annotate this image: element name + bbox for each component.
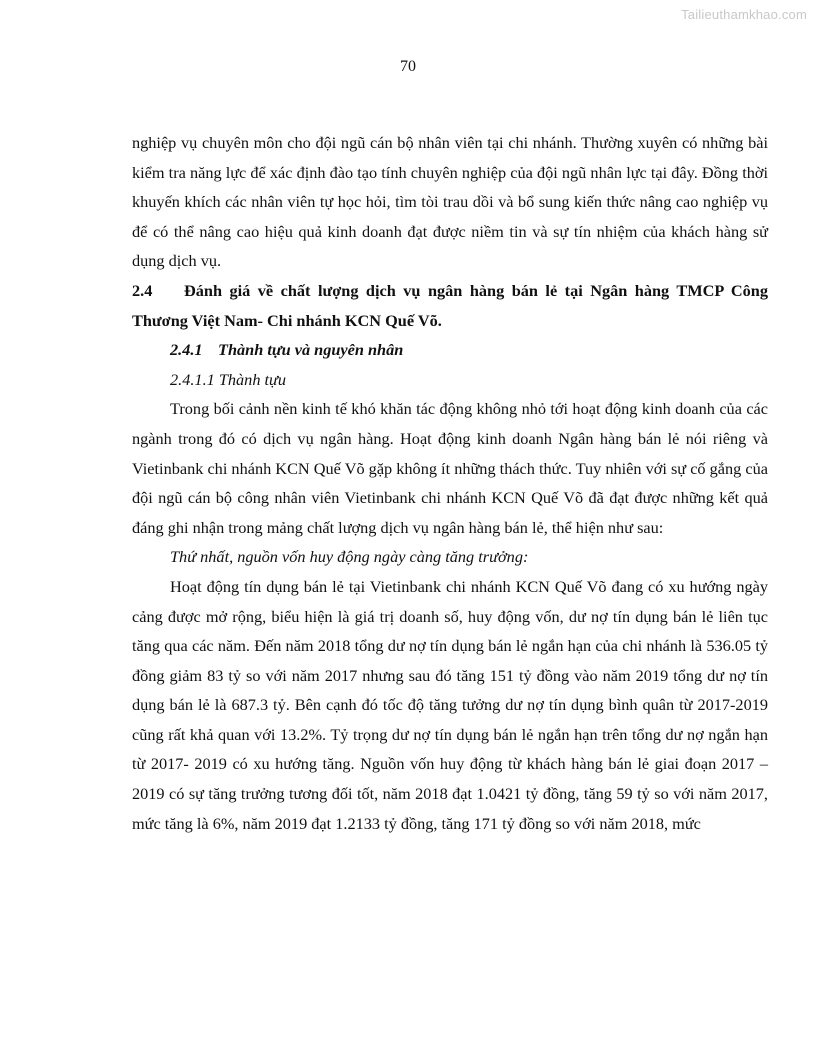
paragraph-continuation: nghiệp vụ chuyên môn cho đội ngũ cán bộ nhân viên tại chi nhánh. Thường xuyên có những bài kiểm tra năng lực để xác định đào tạo tính chuyên nghiệp của đội ngũ nhân lực tại đây. Đồng thời khuyến khích các nhân viên tự học hỏi, tìm tòi trau dồi và bổ sung kiến thức nâng cao nghiệp vụ để có thể nâng cao hiệu quả kinh doanh đạt được niềm tin và sự tín nhiệm của khách hàng sử dụng dịch vụ. <box>132 133 768 271</box>
subsubsection-heading-2-4-1-1: 2.4.1.1 Thành tựu <box>170 369 287 389</box>
section-heading-2-4 <box>132 276 768 335</box>
watermark: Tailieuthamkhao.com <box>681 7 807 22</box>
paragraph-context: Trong bối cảnh nền kinh tế khó khăn tác động không nhỏ tới hoạt động kinh doanh của các ngành trong đó có dịch vụ ngân hàng. Hoạt động kinh doanh Ngân hàng bán lẻ nói riêng và Vietinbank chi nhánh KCN Quế Võ gặp không ít những thách thức. Tuy nhiên với sự cố gắng của đội ngũ cán bộ công nhân viên Vietinbank chi nhánh KCN Quế Võ đã đạt được những kết quả đáng ghi nhận trong mảng chất lượng dịch vụ ngân hàng bán lẻ, thể hiện như sau: <box>132 399 768 537</box>
subsection-heading-2-4-1 <box>132 335 768 365</box>
subsection-title: Thành tựu và nguyên nhân <box>218 340 404 360</box>
section-title: Đánh giá về chất lượng dịch vụ ngân hàng bán lẻ tại Ngân hàng TMCP Công Thương Việt Nam- Chi nhánh KCN Quế Võ. <box>132 280 768 330</box>
paragraph-credit: Hoạt động tín dụng bán lẻ tại Vietinbank chi nhánh KCN Quế Võ đang có xu hướng ngày cảng được mở rộng, biểu hiện là giá trị doanh số, huy động vốn, dư nợ tín dụng bán lẻ liên tục tăng qua các năm. Đến năm 2018 tổng dư nợ tín dụng bán lẻ ngắn hạn của chi nhánh là 536.05 tỷ đồng giảm 83 tỷ so với năm 2017 nhưng sau đó tăng 151 tỷ đồng vào năm 2019 tổng dư nợ tín dụng bán lẻ là 687.3 tỷ. Bên cạnh đó tốc độ tăng tưởng dư nợ tín dụng bình quân từ 2017-2019 cũng rất khả quan với 13.2%. Tỷ trọng dư nợ tín dụng bán lẻ ngắn hạn trên tổng dư nợ ngắn hạn từ 2017- 2019 có xu hướng tăng. Nguồn vốn huy động từ khách hàng bán lẻ giai đoạn 2017 – 2019 có sự tăng trưởng tương đối tốt, năm 2018 đạt 1.0421 tỷ đồng, tăng 59 tỷ so với năm 2017, mức tăng là 6%, năm 2019 đạt 1.2133 tỷ đồng, tăng 171 tỷ đồng so với năm 2018, mức <box>132 576 768 833</box>
subsection-number: 2.4.1 <box>170 340 203 360</box>
page-number: 70 <box>400 58 416 75</box>
document-body <box>132 128 768 838</box>
italic-heading: Thứ nhất, nguồn vốn huy động ngày càng tăng trưởng: <box>170 547 529 567</box>
section-number: 2.4 <box>132 280 153 300</box>
